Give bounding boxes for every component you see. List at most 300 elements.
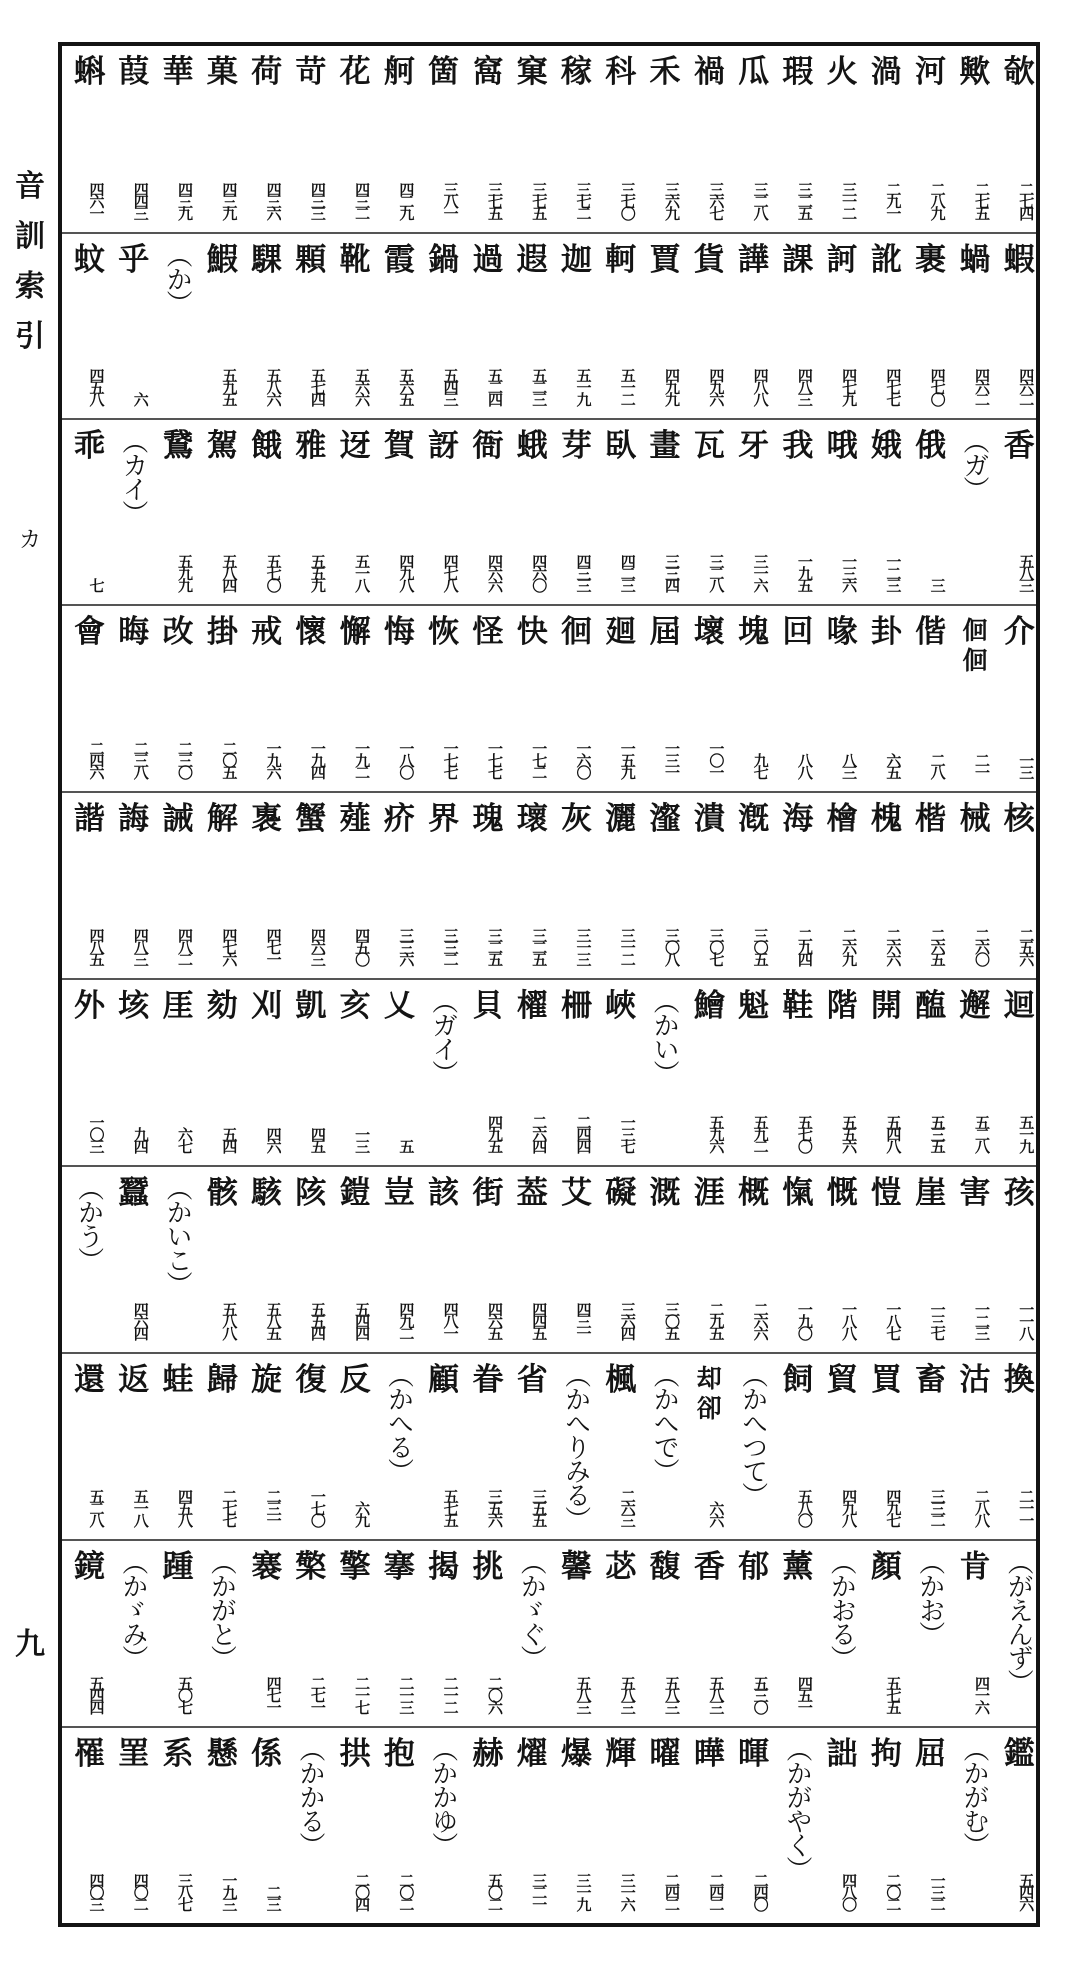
page-reference: 五五九 — [308, 554, 327, 590]
page-reference: 四三九 — [220, 182, 239, 218]
entry-character: 罹 — [74, 1736, 105, 1772]
page-reference: 二一一 — [1017, 1489, 1036, 1525]
entry-character: 火 — [826, 54, 858, 90]
entry-character: 香 — [693, 1549, 725, 1585]
page-reference: 四六 — [264, 1127, 283, 1151]
page-reference: 二〇六 — [485, 1676, 504, 1712]
entry-character: 渦 — [870, 54, 902, 90]
page-reference: 二九五 — [707, 1302, 726, 1338]
reading-heading: （かへで） — [649, 1362, 680, 1482]
entry-character: 顆 — [295, 242, 327, 278]
entry-character: 苾 — [605, 1549, 637, 1585]
page-reference: 四六四 — [131, 1302, 150, 1338]
entry-character: 灑 — [605, 801, 637, 837]
entry-character: 迦 — [561, 242, 592, 278]
entry-character: 介 — [1003, 614, 1035, 650]
page-reference: 七 — [87, 578, 106, 590]
page-reference: 五二八 — [87, 1489, 106, 1525]
entry-character: 譁 — [738, 242, 770, 278]
page-reference: 一三 — [353, 1127, 372, 1151]
index-entry — [63, 1541, 117, 1726]
page-reference: 四六二 — [1017, 368, 1036, 404]
entry-character: 挑 — [472, 1549, 504, 1585]
page-reference: 一〇一 — [707, 741, 726, 777]
entry-character: 恢 — [428, 614, 460, 650]
reading-heading: （かゞみ） — [117, 1549, 148, 1669]
page-reference: 四七七 — [884, 368, 903, 404]
index-entry — [63, 234, 117, 418]
entry-character: 峽 — [605, 988, 637, 1024]
page-reference: 四五 — [308, 1127, 327, 1151]
entry-character: 騍 — [251, 242, 283, 278]
page-reference: 三五六 — [485, 1489, 504, 1525]
page-reference: 四三二 — [353, 182, 372, 218]
entry-character: 課 — [782, 242, 814, 278]
entry-character: 開 — [870, 988, 902, 1024]
page-reference: 五七五 — [884, 1676, 903, 1712]
page-reference: 四三三 — [308, 182, 327, 218]
page-reference: 三二五 — [485, 928, 504, 964]
page-reference: 五八六 — [264, 368, 283, 404]
entry-character: 過 — [472, 242, 504, 278]
entry-character: 揭 — [428, 1549, 460, 1585]
entry-character: 貝 — [472, 988, 504, 1024]
entry-character: 飼 — [782, 1362, 814, 1398]
entry-character: 蝸 — [959, 242, 991, 278]
entry-character: 陔 — [295, 1175, 327, 1211]
page-reference: 五八五 — [264, 1302, 283, 1338]
page-reference: 三八一 — [441, 182, 460, 218]
index-row — [62, 1354, 1036, 1541]
entry-character: 瓜 — [738, 54, 770, 90]
entry-character: 駭 — [251, 1175, 283, 1211]
entry-character: 輝 — [605, 1736, 637, 1772]
page-reference: 一三 — [1017, 753, 1036, 777]
page-reference: 三二五 — [530, 928, 549, 964]
index-title-char: 引 — [15, 319, 45, 354]
page-reference: 一七七 — [441, 741, 460, 777]
page-reference: 一二三 — [972, 1302, 991, 1338]
entry-character: 訝 — [428, 428, 460, 464]
entry-character: 訶 — [826, 242, 858, 278]
page-reference: 九七 — [751, 753, 770, 777]
page-reference: 一八〇 — [397, 741, 416, 777]
entry-character: 鵞 — [162, 428, 194, 464]
page-reference: 二八九 — [928, 182, 947, 218]
entry-character: 賈 — [649, 242, 681, 278]
entry-character: 芽 — [561, 428, 592, 464]
entry-character: 曄 — [693, 1736, 725, 1772]
entry-character: 鏡 — [74, 1549, 105, 1585]
page-reference: 四三九 — [176, 182, 195, 218]
entry-character: 疥 — [383, 801, 415, 837]
page-reference: 四六〇 — [530, 554, 549, 590]
page-reference: 二三八 — [131, 741, 150, 777]
entry-character: 亥 — [339, 988, 371, 1024]
entry-character: 暉 — [738, 1736, 770, 1772]
page-reference: 二四二 — [707, 1873, 726, 1909]
page-number: 九 — [15, 1627, 45, 1662]
page-reference: 二六六 — [751, 1302, 770, 1338]
page-reference: 五九二 — [751, 1115, 770, 1151]
entry-character: 快 — [516, 614, 548, 650]
entry-character: 畜 — [915, 1362, 947, 1398]
entry-character: 溉 — [649, 1175, 681, 1211]
entry-character: 還 — [74, 1362, 105, 1398]
entry-character: 香 — [1003, 428, 1035, 464]
entry-character: 魁 — [738, 988, 770, 1024]
page-reference: 二一七 — [353, 1676, 372, 1712]
page-reference: 六七 — [176, 1127, 195, 1151]
entry-character: 哦 — [826, 428, 858, 464]
index-title-char: 索 — [15, 269, 45, 304]
entry-character: 馨 — [561, 1549, 592, 1585]
entry-character: 崖 — [915, 1175, 947, 1211]
page-reference: 八三 — [840, 753, 859, 777]
page-reference: 四七一 — [264, 1676, 283, 1712]
page-reference: 三〇八 — [663, 928, 682, 964]
page-reference: 三一六 — [751, 554, 770, 590]
entry-character: 垓 — [118, 988, 150, 1024]
entry-character: 鑑 — [1003, 1736, 1035, 1772]
page-reference: 二〇四 — [353, 1873, 372, 1909]
page-reference: 四八一 — [441, 1302, 460, 1338]
page-reference: 五二八 — [972, 1115, 991, 1151]
entry-character: 買 — [870, 1362, 902, 1398]
entry-character: 懈 — [339, 614, 371, 650]
page-reference: 三二一 — [530, 1873, 549, 1909]
page-reference: 一八八 — [840, 1302, 859, 1338]
entry-character: 悔 — [383, 614, 415, 650]
page-reference: 一九四 — [308, 741, 327, 777]
page-reference: 四二三 — [618, 554, 637, 590]
entry-character: 旋 — [251, 1362, 283, 1398]
page-reference: 四七〇 — [928, 368, 947, 404]
index-row — [62, 46, 1036, 234]
reading-heading: （かお） — [914, 1549, 945, 1645]
page-reference: 四三三 — [574, 554, 593, 590]
entry-character: 愾 — [782, 1175, 814, 1211]
entry-character: 科 — [605, 54, 637, 90]
entry-character: 係 — [251, 1736, 283, 1772]
page-reference: 一六〇 — [574, 741, 593, 777]
page-reference: 五八三 — [1017, 554, 1036, 590]
entry-character: 骸 — [206, 1175, 238, 1211]
entry-character: 河 — [915, 54, 947, 90]
entry-character: 階 — [826, 988, 858, 1024]
entry-character: 凱 — [295, 988, 327, 1024]
page-reference: 二三〇 — [176, 741, 195, 777]
index-row — [62, 234, 1036, 420]
page-reference: 四九六 — [707, 368, 726, 404]
index-entry — [63, 1354, 117, 1539]
entry-character: 衙 — [472, 428, 504, 464]
entry-character: 華 — [162, 54, 194, 90]
entry-character: 薰 — [782, 1549, 814, 1585]
entry-character: 褰 — [251, 1549, 283, 1585]
page-reference: 五〇七 — [176, 1676, 195, 1712]
entry-character: 賀 — [383, 428, 415, 464]
page-reference: 五九九 — [176, 554, 195, 590]
entry-character: 稼 — [561, 54, 592, 90]
entry-character: 拱 — [339, 1736, 371, 1772]
page-reference: 二一二 — [441, 1676, 460, 1712]
page-reference: 五一九 — [574, 368, 593, 404]
page-reference: 五〇二 — [485, 1873, 504, 1909]
page-reference: 四七六 — [220, 928, 239, 964]
entry-character: 窩 — [472, 54, 504, 90]
page-reference: 五五四 — [308, 1302, 327, 1338]
page-reference: 一三二 — [928, 1873, 947, 1909]
page-reference: 八八 — [795, 753, 814, 777]
page-reference: 四五〇 — [353, 928, 372, 964]
page-reference: 五三〇 — [751, 1676, 770, 1712]
index-entry — [63, 793, 117, 978]
reading-heading: （がえんず） — [1003, 1549, 1034, 1693]
reading-heading: （かがと） — [206, 1549, 237, 1669]
entry-character: 蚊 — [74, 242, 105, 278]
entry-character: 誨 — [118, 801, 150, 837]
entry-character: 牙 — [738, 428, 770, 464]
page-reference: 二九四 — [795, 928, 814, 964]
page-reference: 九四 — [131, 1127, 150, 1151]
entry-character: 薤 — [339, 801, 371, 837]
entry-character: 雅 — [295, 428, 327, 464]
page-reference: 一九三 — [220, 1873, 239, 1909]
entry-character: 瓌 — [516, 801, 548, 837]
reading-heading: （かへりみる） — [560, 1362, 591, 1530]
page-reference: 四四三 — [131, 182, 150, 218]
page-reference: 二六九 — [840, 928, 859, 964]
page-reference: 六六 — [707, 1501, 726, 1525]
entry-character: 廻 — [605, 614, 637, 650]
entry-character: 罣 — [118, 1736, 150, 1772]
index-entry — [63, 980, 117, 1165]
page-reference: 五四三 — [441, 368, 460, 404]
entry-character: 歟 — [959, 54, 991, 90]
reading-heading: （かいこ） — [162, 1175, 193, 1295]
page-reference: 二七五 — [972, 182, 991, 218]
entry-character: 葭 — [118, 54, 150, 90]
reading-heading: （ガイ） — [427, 988, 458, 1084]
entry-character: 蛙 — [162, 1362, 194, 1398]
index-title-char: 音 — [15, 169, 45, 204]
entry-character: 晦 — [118, 614, 150, 650]
entry-character: 訛 — [870, 242, 902, 278]
entry-character: 肯 — [959, 1549, 991, 1585]
entry-character: 鞋 — [782, 988, 814, 1024]
page-reference: 五四四 — [87, 1676, 106, 1712]
page-reference: 四九二 — [397, 1302, 416, 1338]
page-reference: 五二三 — [530, 368, 549, 404]
page-reference: 四七一 — [264, 928, 283, 964]
page-reference: 五六六 — [353, 368, 372, 404]
page-reference: 四六一 — [87, 182, 106, 218]
entry-character: 葢 — [516, 1175, 548, 1211]
entry-character: 礙 — [605, 1175, 637, 1211]
page-reference: 二三 — [264, 1885, 283, 1909]
entry-character: 乖 — [74, 428, 105, 464]
entry-character: 誡 — [162, 801, 194, 837]
entry-character: 愷 — [870, 1175, 902, 1211]
page-reference: 五四 — [220, 1127, 239, 1151]
entry-character: 塊 — [738, 614, 770, 650]
entry-character: 系 — [162, 1736, 194, 1772]
index-entry — [63, 606, 117, 791]
entry-character: 灰 — [561, 801, 592, 837]
reading-heading: （かかる） — [294, 1736, 325, 1856]
entry-character: 喙 — [826, 614, 858, 650]
page-reference: 三六七 — [707, 182, 726, 218]
page-reference: 一九二 — [353, 741, 372, 777]
page-reference: 三〇七 — [707, 928, 726, 964]
page-reference: 四〇二 — [131, 1873, 150, 1909]
entry-character: 檠 — [295, 1549, 327, 1585]
entry-character: 搴 — [383, 1549, 415, 1585]
entry-character: 漑 — [738, 801, 770, 837]
entry-character: 舸 — [383, 54, 415, 90]
entry-character: 反 — [339, 1362, 371, 1398]
page-reference: 二四二 — [663, 1873, 682, 1909]
page-reference: 三八七 — [176, 1873, 195, 1909]
page-reference: 五九六 — [707, 1115, 726, 1151]
entry-character: 禍 — [693, 54, 725, 90]
page-reference: 五四四 — [353, 1302, 372, 1338]
page-reference: 四八〇 — [840, 1873, 859, 1909]
entry-character: 鎧 — [339, 1175, 371, 1211]
page-reference: 二一 — [972, 753, 991, 777]
page-reference: 三〇五 — [751, 928, 770, 964]
entry-character: 櫂 — [516, 988, 548, 1024]
page-reference: 二六五 — [928, 928, 947, 964]
page-reference: 三七二 — [574, 182, 593, 218]
entry-character: 眷 — [472, 1362, 504, 1398]
page-reference: 二五六 — [1017, 928, 1036, 964]
page-reference: 一九五 — [795, 554, 814, 590]
reading-heading: （かへる） — [383, 1362, 414, 1482]
page-reference: 一七二 — [530, 741, 549, 777]
page-reference: 二〇二 — [397, 1873, 416, 1909]
page-reference: 五一八 — [353, 554, 372, 590]
page-reference: 四八八 — [751, 368, 770, 404]
page-reference: 五九五 — [220, 368, 239, 404]
entry-character: 郁 — [738, 1549, 770, 1585]
index-entry — [63, 1167, 117, 1352]
entry-character: 解 — [206, 801, 238, 837]
page-reference: 三一二 — [840, 182, 859, 218]
entry-character: 怪 — [472, 614, 504, 650]
entry-character: 檜 — [826, 801, 858, 837]
reading-heading: （かがむ） — [959, 1736, 990, 1856]
entry-character: 裹 — [915, 242, 947, 278]
page-reference: 五七四 — [308, 368, 327, 404]
page-reference: 四七八 — [441, 554, 460, 590]
page-reference: 六九 — [353, 1501, 372, 1525]
entry-character: 俄 — [915, 428, 947, 464]
entry-character: 涯 — [693, 1175, 725, 1211]
page-reference: 五一二 — [618, 368, 637, 404]
entry-character: 會 — [74, 614, 105, 650]
entry-character: 瓦 — [693, 428, 725, 464]
page-reference: 一八七 — [884, 1302, 903, 1338]
entry-character: 豈 — [383, 1175, 415, 1211]
reading-heading: （かゞぐ） — [516, 1549, 547, 1669]
entry-character: 箇 — [428, 54, 460, 90]
entry-character: 抱 — [383, 1736, 415, 1772]
entry-character: 却 卻 — [696, 1364, 722, 1423]
entry-character: 花 — [339, 54, 371, 90]
reading-heading: （ガ） — [959, 428, 990, 500]
entry-character: 徊 — [561, 614, 592, 650]
reading-heading: （か） — [162, 242, 193, 314]
page-reference: 四九八 — [397, 554, 416, 590]
entry-character: 踵 — [162, 1549, 194, 1585]
index-row — [62, 1541, 1036, 1728]
entry-character: 掛 — [206, 614, 238, 650]
index-row — [62, 1728, 1036, 1923]
entry-character: 柵 — [561, 988, 592, 1024]
entry-character: 詘 — [826, 1736, 858, 1772]
entry-character: 沽 — [959, 1362, 991, 1398]
entry-character: 偕 — [915, 614, 947, 650]
entry-character: 回 — [782, 614, 814, 650]
entry-character: 迓 — [339, 428, 371, 464]
page-reference: 二三一 — [264, 1489, 283, 1525]
page-reference: 二四六 — [87, 741, 106, 777]
entry-character: 駕 — [206, 428, 238, 464]
entry-character: 拘 — [870, 1736, 902, 1772]
entry-character: 戒 — [251, 614, 283, 650]
entry-character: 改 — [162, 614, 194, 650]
entry-character: 懷 — [295, 614, 327, 650]
page-reference: 四六五 — [485, 1302, 504, 1338]
page-reference: 二六三 — [618, 1489, 637, 1525]
entry-character: 概 — [738, 1175, 770, 1211]
page-reference: 四五八 — [176, 1489, 195, 1525]
index-frame — [58, 42, 1040, 1927]
entry-character: 壞 — [693, 614, 725, 650]
entry-character: 省 — [516, 1362, 548, 1398]
entry-character: 械 — [959, 801, 991, 837]
entry-character: 潰 — [693, 801, 725, 837]
entry-character: 我 — [782, 428, 814, 464]
entry-character: 畫 — [649, 428, 681, 464]
reading-heading: （かおる） — [826, 1549, 857, 1669]
entry-character: 楷 — [915, 801, 947, 837]
entry-character: 顏 — [870, 1549, 902, 1585]
page-reference: 五五六 — [840, 1115, 859, 1151]
page-reference: 一三六 — [840, 554, 859, 590]
page-reference: 三三六 — [397, 928, 416, 964]
entry-character: 苛 — [295, 54, 327, 90]
page-reference: 四六二 — [972, 368, 991, 404]
index-row — [62, 980, 1036, 1167]
entry-character: 蝦 — [1003, 242, 1035, 278]
page-reference: 五六五 — [397, 368, 416, 404]
margin-column — [0, 0, 58, 1977]
reading-heading: （かう） — [73, 1175, 104, 1271]
entry-character: 欹 — [1003, 54, 1035, 90]
entry-character: 佪 佪 — [962, 616, 988, 675]
page-reference: 三七〇 — [618, 182, 637, 218]
page-reference: 五八四 — [220, 554, 239, 590]
page-reference: 五四六 — [1017, 1873, 1036, 1909]
page-reference: 五八三 — [574, 1676, 593, 1712]
page-reference: 五七五 — [441, 1489, 460, 1525]
page-reference: 二八八 — [972, 1489, 991, 1525]
index-entry — [63, 46, 117, 232]
page-reference: 四八五 — [87, 928, 106, 964]
